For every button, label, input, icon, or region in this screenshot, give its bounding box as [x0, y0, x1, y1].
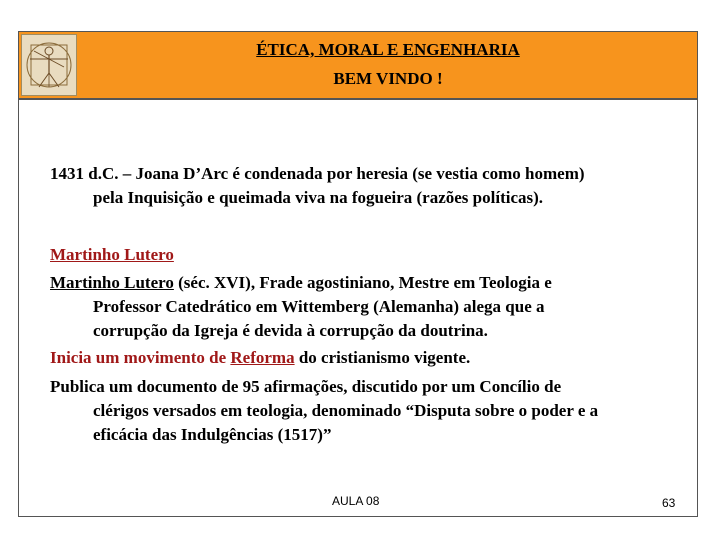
- reforma-link[interactable]: Reforma: [230, 348, 295, 367]
- paragraph-line: clérigos versados em teologia, denominado “Disputa sobre o poder e a: [93, 401, 599, 420]
- vitruvian-man-icon: [21, 34, 77, 96]
- paragraph-line: Publica um documento de 95 afirmações, discutido por um Concílio de: [50, 377, 562, 396]
- page-number: 63: [662, 496, 676, 510]
- paragraph-line: 1431 d.C. – Joana D’Arc é condenada por heresia (se vestia como homem): [50, 164, 585, 183]
- paragraph-text: Inicia um movimento de: [50, 348, 231, 367]
- paragraph-line: Professor Catedrático em Wittemberg (Alemanha) alega que a: [93, 297, 545, 316]
- lutero-inline-link[interactable]: Martinho Lutero: [50, 273, 174, 292]
- paragraph-joana: [50, 162, 690, 210]
- page-subtitle: BEM VINDO !: [333, 69, 443, 88]
- paragraph-indulgencias: [50, 375, 690, 447]
- link-heading-lutero[interactable]: [50, 243, 690, 267]
- paragraph-text: do cristianismo vigente.: [294, 348, 471, 367]
- paragraph-line: [50, 271, 690, 295]
- paragraph-lutero: [50, 271, 690, 343]
- paragraph-line: eficácia das Indulgências (1517)”: [93, 425, 332, 444]
- lutero-link[interactable]: Martinho Lutero: [50, 245, 174, 264]
- header-banner: [18, 31, 698, 99]
- paragraph-line: pela Inquisição e queimada viva na fogueira (razões políticas).: [93, 188, 544, 207]
- page-title: ÉTICA, MORAL E ENGENHARIA: [256, 40, 520, 59]
- paragraph-reforma: [50, 346, 690, 370]
- paragraph-line: corrupção da Igreja é devida à corrupção da doutrina.: [93, 321, 488, 340]
- paragraph-text: (séc. XVI), Frade agostiniano, Mestre em Teologia e: [173, 273, 552, 292]
- footer-label: AULA 08: [332, 494, 380, 508]
